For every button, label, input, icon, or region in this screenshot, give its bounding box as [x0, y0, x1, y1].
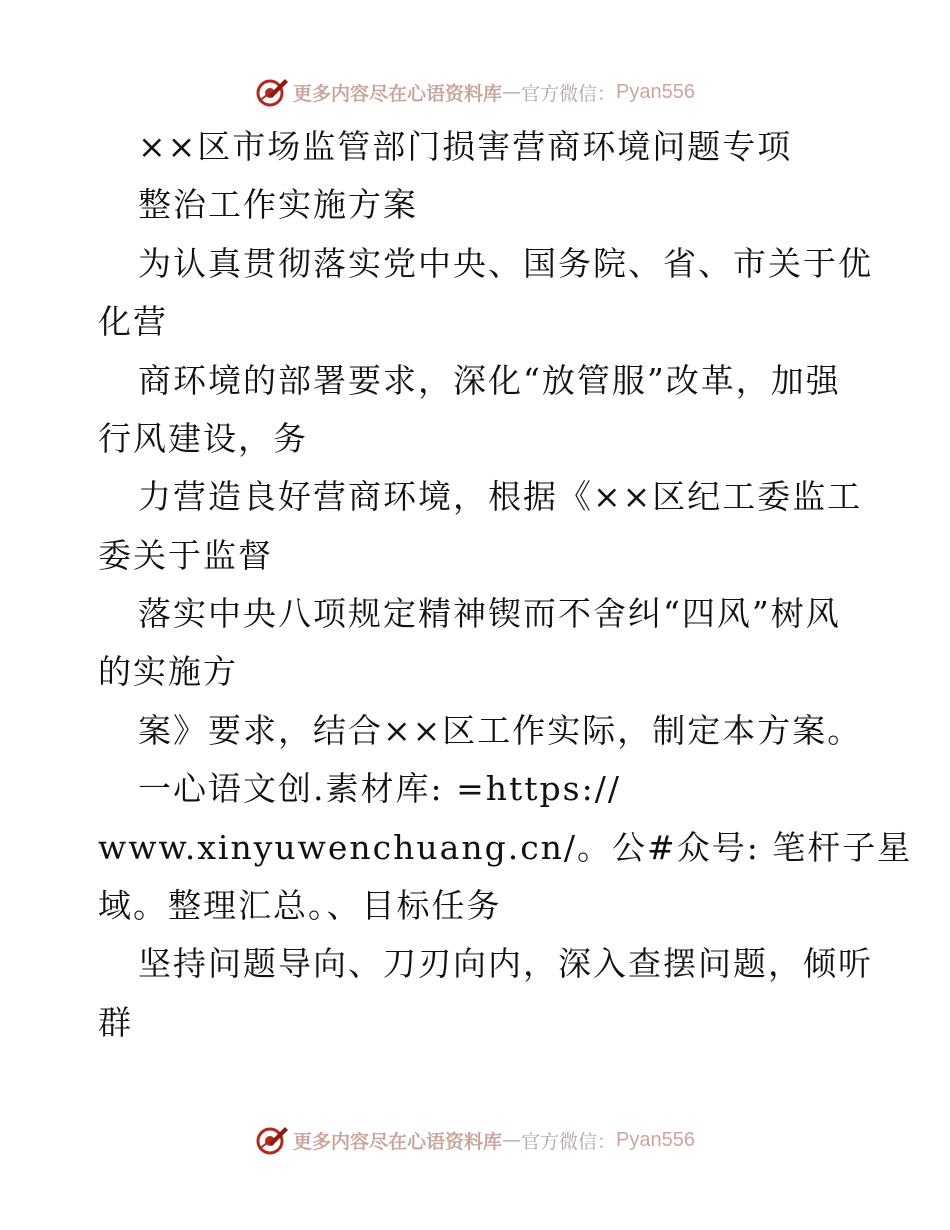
- watermark-official-label: 官方微信：: [521, 1130, 617, 1153]
- footer-watermark: [0, 1120, 950, 1160]
- paragraph-line: 域。整理汇总。、目标任务: [98, 886, 502, 925]
- paragraph-line: 商环境的部署要求，深化“放管服”改革，加强: [138, 361, 841, 400]
- watermark-dash: —: [502, 1129, 522, 1151]
- paragraph-line: 落实中央八项规定精神锲而不舍纠“四风”树风: [138, 594, 841, 633]
- paragraph-line: 为认真贯彻落实党中央、国务院、省、市关于优: [138, 244, 873, 283]
- paragraph-line: www.xinyuwenchuang.cn/。公#众号: 笔杆子星: [98, 828, 913, 867]
- watermark-wechat-id: Pyan556: [616, 80, 695, 103]
- paragraph-line: 化营: [98, 302, 168, 341]
- document-title-line-1: ××区市场监管部门损害营商环境问题专项: [138, 127, 793, 166]
- paragraph-line: 群: [98, 1003, 133, 1042]
- paragraph-line: 坚持问题导向、刀刃向内，深入查摆问题，倾听: [138, 944, 873, 983]
- paragraph-line: 力营造良好营商环境，根据《××区纪工委监工: [138, 477, 863, 516]
- paragraph-line: 行风建设，务: [98, 419, 308, 458]
- paragraph-line: 委关于监督: [98, 536, 273, 575]
- paragraph-line: 的实施方: [98, 652, 238, 691]
- watermark-official-label: 官方微信：: [521, 82, 617, 105]
- document-title-line-2: 整治工作实施方案: [138, 185, 418, 224]
- watermark-wechat-id: Pyan556: [616, 1128, 695, 1151]
- watermark-site-text: 更多内容尽在心语资料库: [293, 82, 503, 105]
- paragraph-line: 案》要求，结合××区工作实际，制定本方案。: [138, 711, 863, 750]
- watermark-site-text: 更多内容尽在心语资料库: [293, 1130, 503, 1153]
- watermark-dash: —: [502, 81, 522, 103]
- paragraph-line: 一心语文创.素材库: =https://: [138, 769, 621, 808]
- pen-logo-icon: [255, 1123, 289, 1157]
